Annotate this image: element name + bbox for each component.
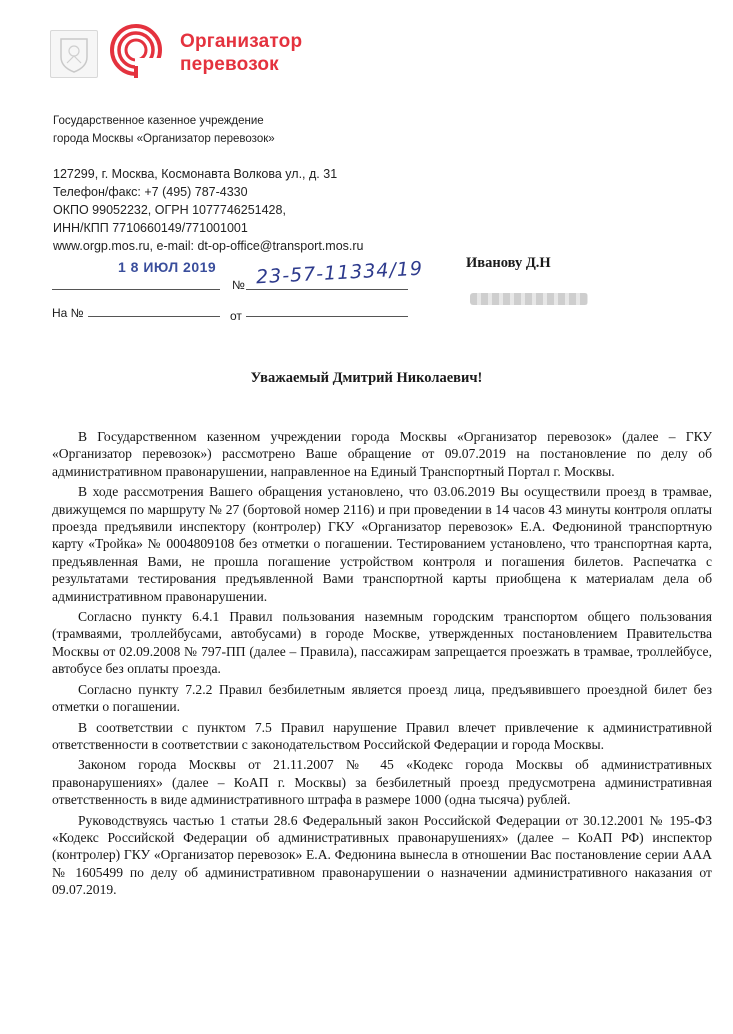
phone: Телефон/факс: +7 (495) 787-4330 [53,185,248,199]
salutation: Уважаемый Дмитрий Николаевич! [250,370,483,386]
paragraph: В Государственном казенном учреждении города Москвы «Организатор перевозок» (далее – ГКУ «Организатор перевозок») рассмотрено Ваше обращение от 09.07.2019 на постановление по делу об административном правонарушении, направленное на Единый Транспортный Портал г. Москвы. [52,429,712,479]
paragraph: В ходе рассмотрения Вашего обращения установлено, что 03.06.2019 Вы осуществили проезд в трамвае, движущемся по маршруту № 27 (бортовой номер 2116) и при проведении в 14 часов 43 минуты контроля оплаты проезда предъявили инспектору (контролер) ГКУ «Организатор перевозок» Е.А. Федюниной транспортную карту «Тройка» № 0004809108 без отметки о погашении. Тестированием установлено, что транспортная карта, предъявленная Вами, не прошла погашение устройством контроля и погашения билетов. Распечатка с результатами тестирования предъявленной Вами транспортной карты приобщена к материалам дела об административном правонарушении. [52,484,712,604]
paragraph: В соответствии с пунктом 7.5 Правил нарушение Правил влечет привлечение к административной ответственности в соответствии с законодательством Российской Федерации и города Москвы. [52,719,712,752]
address: 127299, г. Москва, Космонавта Волкова ул., д. 31 [53,167,338,181]
date-stamp: 1 8 ИЮЛ 2019 [118,259,217,275]
letter-body [52,428,712,902]
org-line2: города Москвы «Организатор перевозок» [53,133,275,145]
brand-name [180,30,302,76]
contact-block [53,165,363,255]
recipient-name: Иванову Д.Н [466,255,551,271]
ref-date-label: от [230,309,242,323]
ref-number-underline [88,316,220,317]
organization-name [53,112,275,148]
brand-name-line2: перевозок [180,54,279,75]
number-label: № [232,278,245,292]
moscow-crest-icon [50,30,98,78]
organizer-logo-icon [108,22,164,78]
inn: ИНН/КПП 7710660149/771001001 [53,221,248,235]
org-line1: Государственное казенное учреждение [53,115,264,127]
paragraph: Законом города Москвы от 21.11.2007 № 45 «Кодекс города Москвы об административных правонарушениях» (далее – КоАП г. Москвы) за безбилетный проезд предусмотрена административная ответственность в виде административного штрафа в размере 1000 (одна тысяча) рублей. [52,757,712,808]
date-underline [52,289,220,290]
web-email: www.orgp.mos.ru, e-mail: dt-op-office@transport.mos.ru [53,239,364,253]
paragraph: Согласно пункту 6.4.1 Правил пользования наземным городским транспортом общего пользования (трамваями, троллейбусами, автобусами) в городе Москве, утвержденных постановлением Правительства Москвы от 02.09.2008 № 797-ПП (далее – Правила), пассажирам запрещается проезжать в трамвае, троллейбусе, автобусе без оплаты проезда. [52,609,712,677]
okpo: ОКПО 99052232, ОГРН 1077746251428, [53,203,286,217]
paragraph: Руководствуясь частью 1 статьи 28.6 Федеральный закон Российской Федерации от 30.12.2001 № 195-ФЗ «Кодекс Российской Федерации об административных правонарушениях» (далее – КоАП РФ) инспектор (контролер) ГКУ «Организатор перевозок» Е.А. Федюнина вынесла в отношении Вас постановление серии ААА № 1605499 по делу об административном правонарушении о назначении административного наказания от 09.07.2019. [52,812,712,898]
redacted-address [470,293,588,305]
brand-name-line1: Организатор [180,31,303,52]
number-underline [246,289,408,290]
ref-number-label: На № [52,306,84,320]
ref-date-underline [246,316,408,317]
outgoing-number: 23-57-11334/19 [255,257,424,289]
paragraph: Согласно пункту 7.2.2 Правил безбилетным является проезд лица, предъявившего проездной билет без отметки о погашении. [52,681,712,715]
